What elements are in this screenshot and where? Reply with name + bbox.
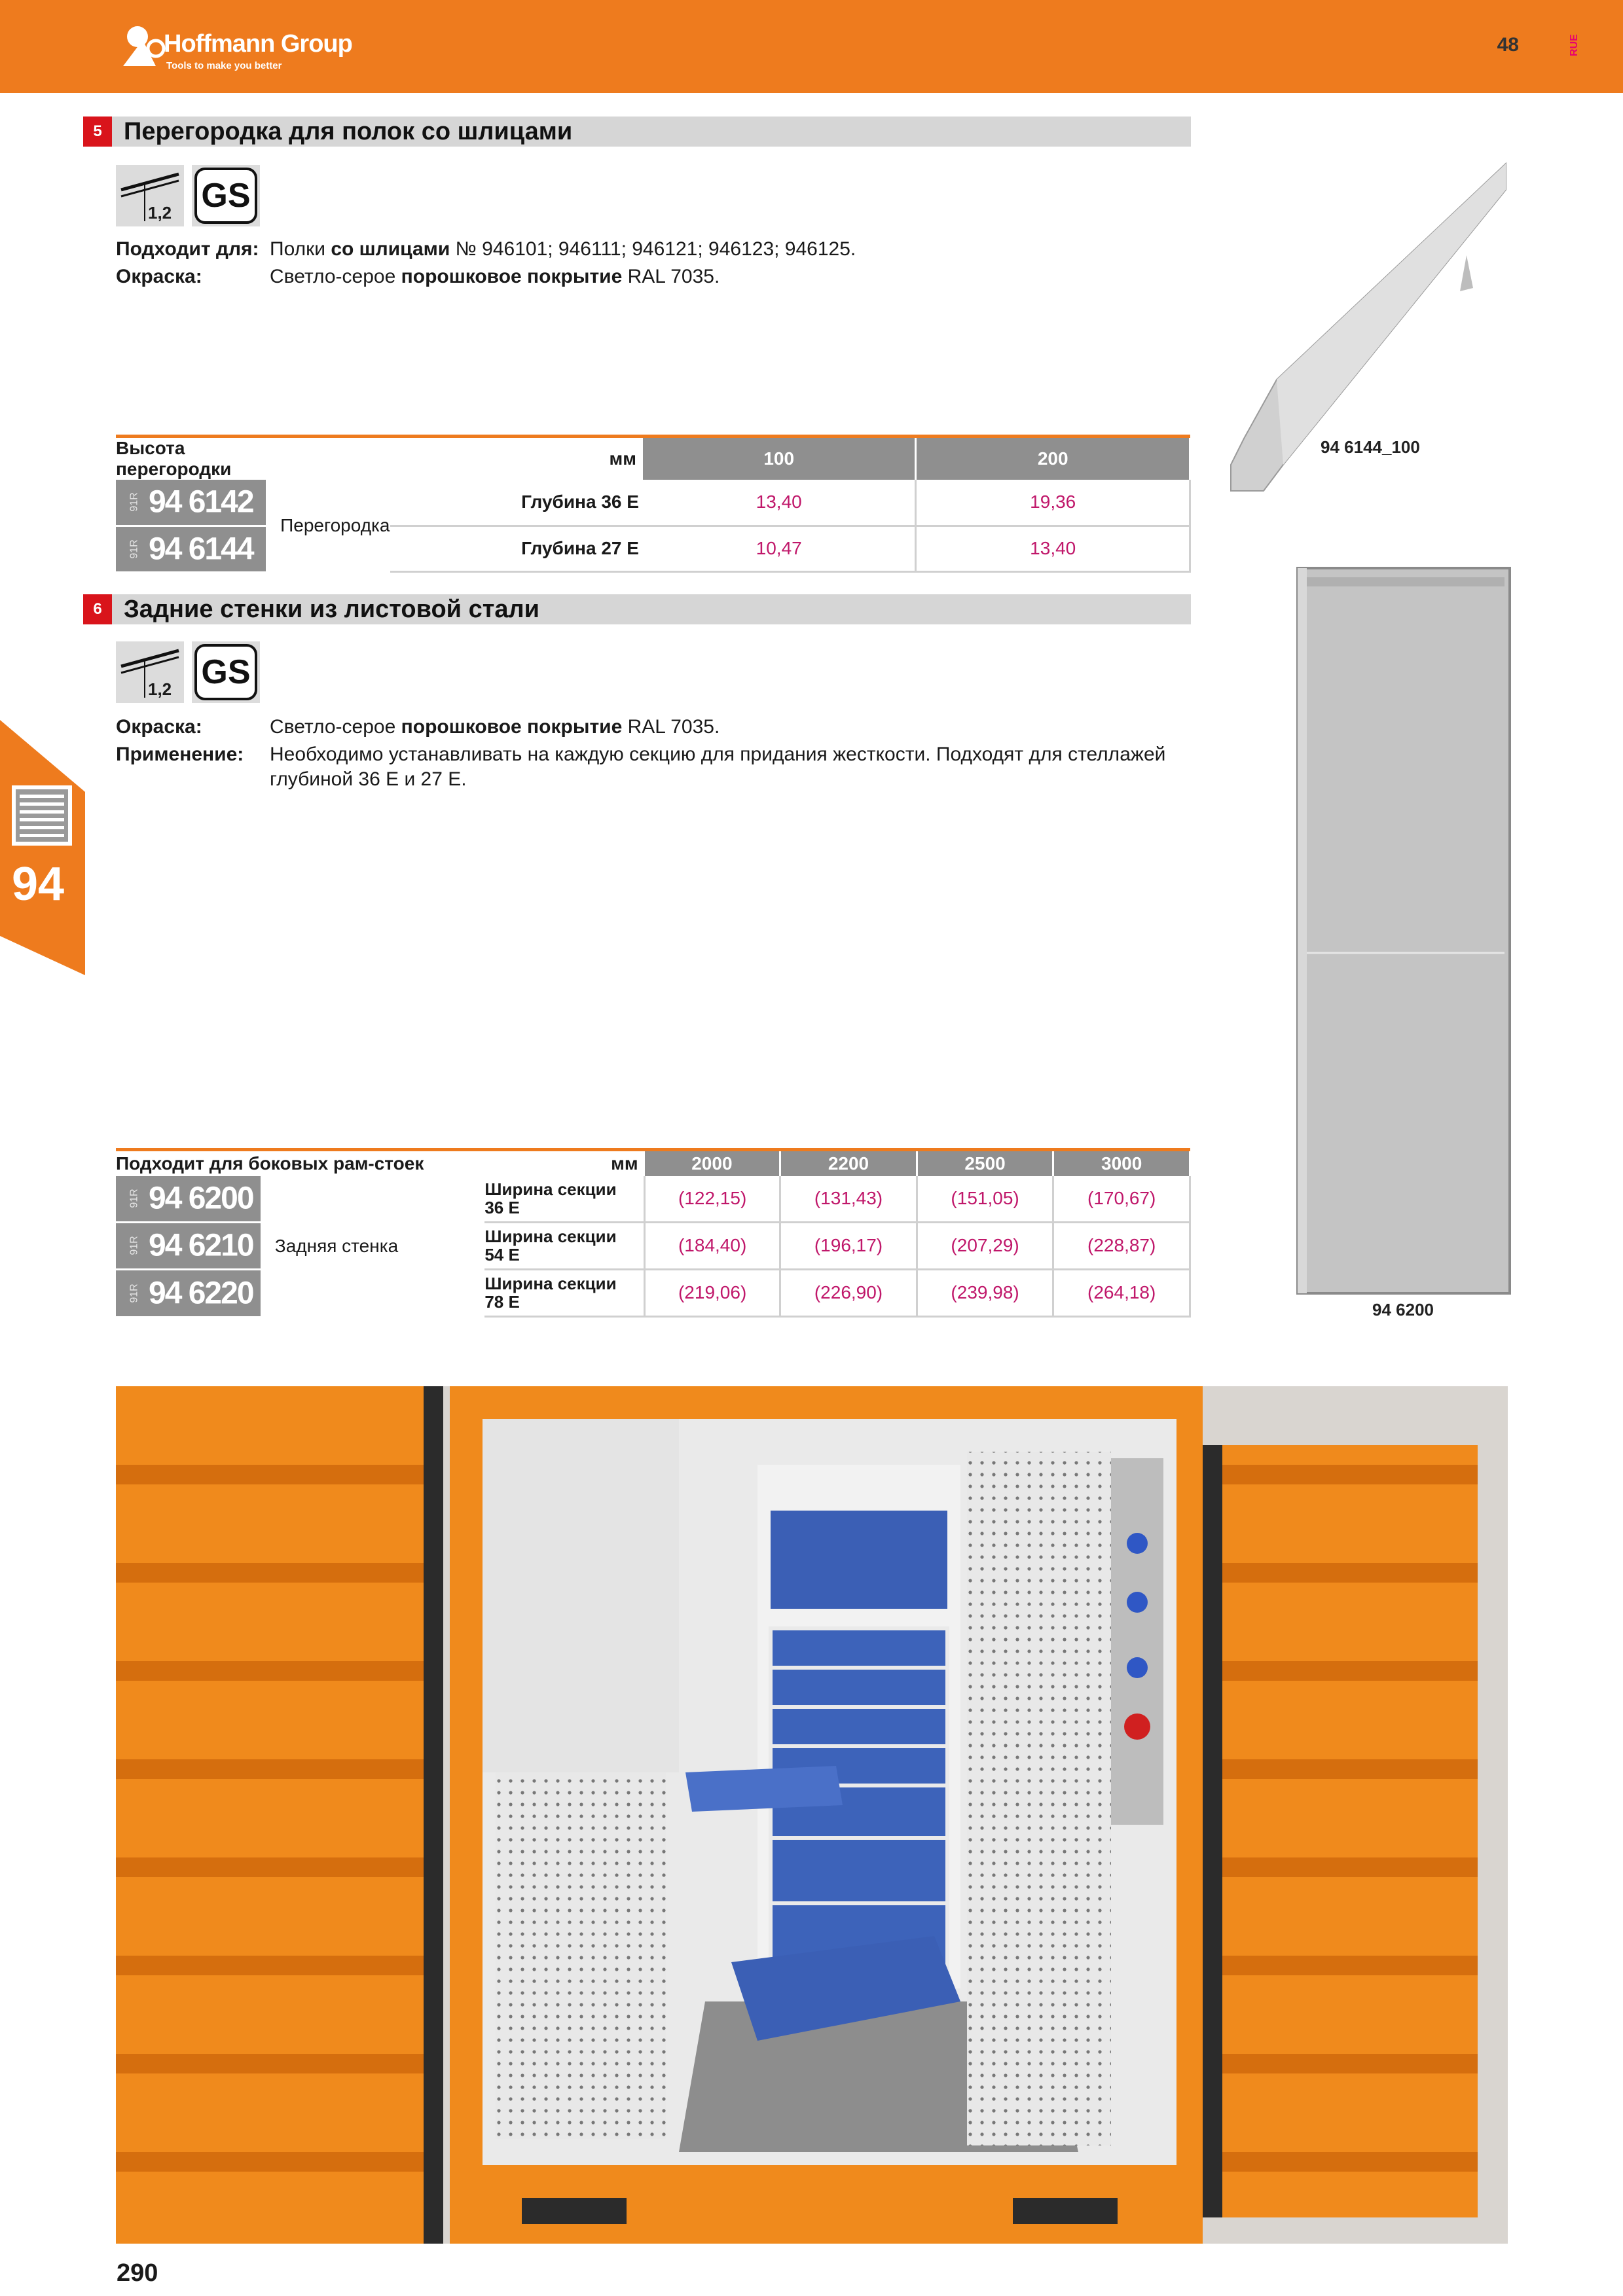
section-6-price-table [116, 1148, 1191, 1318]
table-header-label: Подходит для боковых рам-стоек [116, 1153, 424, 1174]
paint-label: Окраска: [116, 266, 202, 287]
price: (207,29) [917, 1222, 1053, 1269]
article-cell: 91R 94 6210 [116, 1222, 261, 1269]
section-5-price-table [116, 435, 1191, 573]
use-value-line1: Необходимо устанавливать на каждую секцию для придания жесткости. Подходят для стеллажей [270, 744, 1166, 765]
article-number: 94 6142 [149, 484, 253, 520]
paint-value: Светло-серое порошковое покрытие RAL 7035. [270, 716, 720, 738]
fits-value: Полки со шлицами № 946101; 946111; 946121; 946123; 946125. [270, 238, 856, 260]
thickness-value: 1,2 [148, 679, 172, 699]
image-caption: 94 6200 [1372, 1300, 1434, 1319]
price: 13,40 [916, 526, 1190, 571]
price: (196,17) [780, 1222, 917, 1269]
width-label: Ширина секции 36 E [484, 1176, 644, 1222]
container-workshop-photo [116, 1386, 1508, 2244]
article-cell: 91R 94 6144 [116, 526, 266, 571]
price: (151,05) [917, 1176, 1053, 1222]
section-5-number: 5 [83, 117, 112, 147]
table-row [116, 480, 1190, 526]
table-header-label: Высота перегородки [116, 438, 232, 479]
fits-label: Подходит для: [116, 238, 259, 260]
section-6-header [83, 594, 1191, 624]
unit-label: мм [609, 448, 636, 469]
price: (228,87) [1053, 1222, 1190, 1269]
article-number: 94 6200 [149, 1181, 253, 1216]
depth-label: Глубина 36 E [390, 480, 643, 526]
column-header: 2200 [780, 1151, 917, 1176]
back-panel-product-image [1294, 564, 1514, 1297]
use-value-line2: глубиной 36 E и 27 E. [270, 768, 467, 790]
thickness-value: 1,2 [148, 203, 172, 223]
width-label: Ширина секции 54 E [484, 1222, 644, 1269]
item-label: Задняя стенка [274, 1236, 399, 1256]
price: (170,67) [1053, 1176, 1190, 1222]
use-label: Применение: [116, 744, 244, 765]
price: (122,15) [645, 1176, 780, 1222]
article-number: 94 6210 [149, 1228, 253, 1263]
chapter-side-tab [0, 720, 85, 975]
gs-certification-icon [192, 641, 260, 703]
language-code: RUE [1569, 34, 1580, 56]
article-number: 94 6220 [149, 1276, 253, 1311]
price: 13,40 [643, 480, 916, 526]
gs-certification-icon [192, 165, 260, 226]
page-number-bottom: 290 [117, 2259, 158, 2287]
section-6-number: 6 [83, 594, 112, 624]
price: 10,47 [643, 526, 916, 571]
price: (219,06) [645, 1269, 780, 1316]
price: (226,90) [780, 1269, 917, 1316]
item-label: Перегородка [280, 515, 390, 535]
price: (264,18) [1053, 1269, 1190, 1316]
image-caption: 94 6144_100 [1321, 437, 1420, 457]
article-cell: 91R 94 6142 [116, 480, 266, 526]
unit-label: мм [611, 1153, 638, 1174]
column-header: 3000 [1053, 1151, 1190, 1176]
svg-text:GS: GS [201, 653, 251, 691]
width-label: Ширина секции 78 E [484, 1269, 644, 1316]
article-cell: 91R 94 6220 [116, 1269, 261, 1316]
price: 19,36 [916, 480, 1190, 526]
svg-text:GS: GS [201, 177, 251, 215]
depth-label: Глубина 27 E [390, 526, 643, 571]
price: (184,40) [645, 1222, 780, 1269]
paint-value: Светло-серое порошковое покрытие RAL 7035. [270, 266, 720, 287]
brand-name: Hoffmann Group [164, 30, 352, 58]
column-header: 200 [916, 438, 1190, 480]
article-cell: 91R 94 6200 [116, 1176, 261, 1222]
column-header: 2000 [645, 1151, 780, 1176]
section-5-header [83, 117, 1191, 147]
price: (239,98) [917, 1269, 1053, 1316]
article-number: 94 6144 [149, 531, 253, 567]
column-header: 100 [643, 438, 916, 480]
price: (131,43) [780, 1176, 917, 1222]
chapter-number: 94 [12, 858, 65, 910]
paint-label: Окраска: [116, 716, 202, 738]
page-number-top: 48 [1497, 34, 1519, 56]
section-6-title: Задние стенки из листовой стали [124, 596, 539, 623]
table-row [116, 1176, 1190, 1222]
section-5-title: Перегородка для полок со шлицами [124, 118, 573, 145]
column-header: 2500 [917, 1151, 1053, 1176]
brand-tagline: Tools to make you better [166, 60, 282, 71]
